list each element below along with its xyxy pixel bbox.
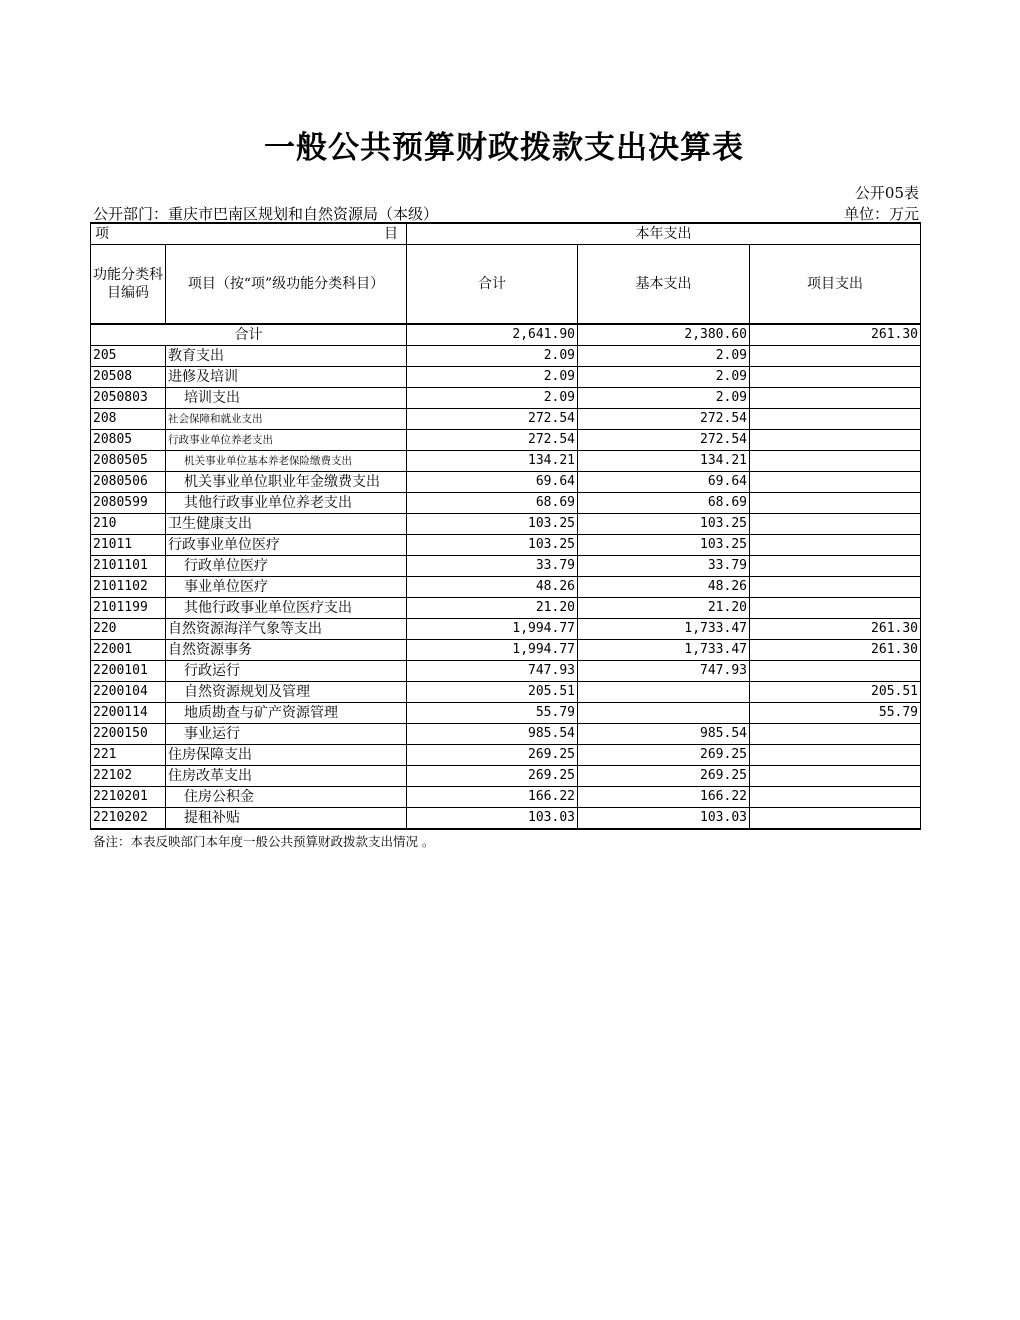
row-code: 2050803 (91, 388, 166, 409)
row-basic (578, 682, 750, 703)
header-code-col: 功能分类科目编码 (91, 245, 166, 325)
row-code: 2200101 (91, 661, 166, 682)
row-basic: 272.54 (578, 409, 750, 430)
header-mu: 目 (384, 226, 398, 242)
form-number: 公开05表 (854, 184, 919, 202)
row-project (750, 556, 921, 577)
row-total: 103.03 (407, 808, 578, 830)
row-code: 2080599 (91, 493, 166, 514)
table-row (91, 640, 921, 661)
row-name: 行政运行 (166, 661, 407, 682)
row-code: 2101102 (91, 577, 166, 598)
table-row (91, 703, 921, 724)
header-row-2 (91, 245, 921, 325)
row-project (750, 808, 921, 830)
row-basic: 21.20 (578, 598, 750, 619)
row-project (750, 598, 921, 619)
row-project (750, 724, 921, 745)
row-total: 269.25 (407, 745, 578, 766)
row-code: 20508 (91, 367, 166, 388)
row-total: 205.51 (407, 682, 578, 703)
table-row (91, 514, 921, 535)
row-name: 自然资源海洋气象等支出 (166, 619, 407, 640)
header-row-1 (91, 223, 921, 245)
row-name: 提租补贴 (166, 808, 407, 830)
row-project (750, 388, 921, 409)
row-name: 住房保障支出 (166, 745, 407, 766)
row-total: 747.93 (407, 661, 578, 682)
row-total: 103.25 (407, 514, 578, 535)
row-project (750, 493, 921, 514)
table-row (91, 766, 921, 787)
row-total: 2.09 (407, 388, 578, 409)
row-code: 2101199 (91, 598, 166, 619)
row-code: 20805 (91, 430, 166, 451)
row-total: 21.20 (407, 598, 578, 619)
row-basic: 2.09 (578, 367, 750, 388)
row-total: 1,994.77 (407, 640, 578, 661)
row-name: 住房改革支出 (166, 766, 407, 787)
row-basic: 33.79 (578, 556, 750, 577)
table-row (91, 388, 921, 409)
row-code: 2080506 (91, 472, 166, 493)
row-project: 55.79 (750, 703, 921, 724)
department-label: 公开部门：重庆市巴南区规划和自然资源局（本级） (93, 205, 439, 223)
unit-label: 单位：万元 (843, 205, 919, 223)
table-row (91, 661, 921, 682)
table-row (91, 808, 921, 830)
row-code: 205 (91, 346, 166, 367)
row-total: 69.64 (407, 472, 578, 493)
row-basic: 103.03 (578, 808, 750, 830)
header-current-year: 本年支出 (407, 223, 921, 245)
row-project (750, 766, 921, 787)
row-name: 机关事业单位基本养老保险缴费支出 (166, 451, 407, 472)
row-name: 机关事业单位职业年金缴费支出 (166, 472, 407, 493)
row-name: 社会保障和就业支出 (166, 409, 407, 430)
row-basic: 985.54 (578, 724, 750, 745)
row-name: 事业运行 (166, 724, 407, 745)
total-label: 合计 (91, 324, 407, 346)
row-total: 2.09 (407, 367, 578, 388)
row-name: 进修及培训 (166, 367, 407, 388)
row-name: 卫生健康支出 (166, 514, 407, 535)
table-row (91, 493, 921, 514)
table-row (91, 367, 921, 388)
row-code: 2200104 (91, 682, 166, 703)
row-basic: 1,733.47 (578, 619, 750, 640)
row-project (750, 514, 921, 535)
row-code: 221 (91, 745, 166, 766)
row-project (750, 745, 921, 766)
table-row (91, 745, 921, 766)
row-basic: 269.25 (578, 745, 750, 766)
row-name: 其他行政事业单位医疗支出 (166, 598, 407, 619)
row-total: 985.54 (407, 724, 578, 745)
row-basic: 103.25 (578, 514, 750, 535)
row-basic: 68.69 (578, 493, 750, 514)
header-xiang: 项 (95, 226, 109, 242)
row-code: 208 (91, 409, 166, 430)
row-code: 2200150 (91, 724, 166, 745)
table-row (91, 451, 921, 472)
row-basic: 747.93 (578, 661, 750, 682)
row-basic: 166.22 (578, 787, 750, 808)
row-total: 103.25 (407, 535, 578, 556)
page-title: 一般公共预算财政拨款支出决算表 (264, 130, 744, 166)
row-basic: 2.09 (578, 388, 750, 409)
row-total: 134.21 (407, 451, 578, 472)
row-code: 21011 (91, 535, 166, 556)
row-project (750, 409, 921, 430)
row-code: 22102 (91, 766, 166, 787)
table-row (91, 535, 921, 556)
header-name-col: 项目（按“项”级功能分类科目） (166, 245, 407, 325)
row-total: 272.54 (407, 430, 578, 451)
row-name: 住房公积金 (166, 787, 407, 808)
table-row (91, 787, 921, 808)
row-basic: 134.21 (578, 451, 750, 472)
header-basic-col: 基本支出 (578, 245, 750, 325)
row-project (750, 577, 921, 598)
row-name: 行政事业单位医疗 (166, 535, 407, 556)
header-project-col: 项目支出 (750, 245, 921, 325)
row-basic: 1,733.47 (578, 640, 750, 661)
row-project: 261.30 (750, 619, 921, 640)
row-project (750, 472, 921, 493)
footnote: 备注：本表反映部门本年度一般公共预算财政拨款支出情况 。 (93, 834, 435, 849)
row-total: 1,994.77 (407, 619, 578, 640)
row-code: 22001 (91, 640, 166, 661)
table-row (91, 598, 921, 619)
row-project (750, 787, 921, 808)
row-project: 261.30 (750, 640, 921, 661)
row-basic: 2.09 (578, 346, 750, 367)
row-code: 220 (91, 619, 166, 640)
table-row (91, 724, 921, 745)
row-total: 68.69 (407, 493, 578, 514)
total-project: 261.30 (750, 324, 921, 346)
row-project (750, 430, 921, 451)
row-total: 166.22 (407, 787, 578, 808)
table-row (91, 430, 921, 451)
row-project (750, 535, 921, 556)
row-total: 2.09 (407, 346, 578, 367)
row-name: 其他行政事业单位养老支出 (166, 493, 407, 514)
row-name: 地质勘查与矿产资源管理 (166, 703, 407, 724)
row-total: 33.79 (407, 556, 578, 577)
header-total-col: 合计 (407, 245, 578, 325)
row-project (750, 451, 921, 472)
row-total: 269.25 (407, 766, 578, 787)
row-code: 2200114 (91, 703, 166, 724)
total-basic: 2,380.60 (578, 324, 750, 346)
row-total: 48.26 (407, 577, 578, 598)
row-basic: 272.54 (578, 430, 750, 451)
row-name: 行政事业单位养老支出 (166, 430, 407, 451)
row-name: 自然资源事务 (166, 640, 407, 661)
row-name: 行政单位医疗 (166, 556, 407, 577)
row-basic: 69.64 (578, 472, 750, 493)
table-row (91, 409, 921, 430)
total-amount: 2,641.90 (407, 324, 578, 346)
row-code: 2080505 (91, 451, 166, 472)
row-code: 2210202 (91, 808, 166, 830)
row-basic (578, 703, 750, 724)
row-name: 教育支出 (166, 346, 407, 367)
row-project: 205.51 (750, 682, 921, 703)
header-item-cell (91, 223, 407, 245)
row-project (750, 346, 921, 367)
table-row (91, 577, 921, 598)
row-code: 210 (91, 514, 166, 535)
table-row (91, 556, 921, 577)
row-total: 55.79 (407, 703, 578, 724)
row-project (750, 367, 921, 388)
expenditure-table (90, 222, 921, 830)
row-basic: 48.26 (578, 577, 750, 598)
row-basic: 103.25 (578, 535, 750, 556)
table-row (91, 682, 921, 703)
total-row (91, 324, 921, 346)
row-name: 培训支出 (166, 388, 407, 409)
row-code: 2210201 (91, 787, 166, 808)
table-row (91, 346, 921, 367)
table-row (91, 472, 921, 493)
table-row (91, 619, 921, 640)
row-code: 2101101 (91, 556, 166, 577)
row-name: 自然资源规划及管理 (166, 682, 407, 703)
row-basic: 269.25 (578, 766, 750, 787)
row-name: 事业单位医疗 (166, 577, 407, 598)
row-total: 272.54 (407, 409, 578, 430)
row-project (750, 661, 921, 682)
